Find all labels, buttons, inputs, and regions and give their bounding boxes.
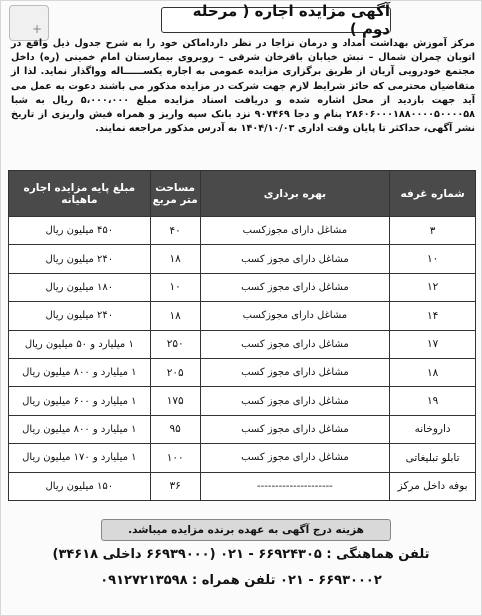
table-row <box>9 273 476 301</box>
contact-phone-1: تلفن هماهنگی : ۶۶۹۲۴۳۰۵ - ۰۲۱ (۶۶۹۳۹۰۰۰ داخلی ۳۴۶۱۸) <box>52 547 430 562</box>
table-row <box>9 330 476 358</box>
cell-usage: مشاغل دارای مجوزکسب <box>200 302 390 330</box>
cell-area: ۹۵ <box>150 415 200 443</box>
cell-usage: مشاغل دارای مجوز کسب <box>200 273 390 301</box>
newspaper-logo-icon <box>9 5 49 41</box>
table-header-row <box>9 171 476 217</box>
table-row <box>9 358 476 386</box>
cell-usage: --------------------- <box>200 472 390 500</box>
cell-price: ۱ میلیارد و ۸۰۰ میلیون ریال <box>9 415 151 443</box>
cell-room: تابلو تبلیغاتی <box>390 444 476 472</box>
cell-price: ۲۴۰ میلیون ریال <box>9 245 151 273</box>
cell-usage: مشاغل دارای مجوزکسب <box>200 217 390 245</box>
cell-usage: مشاغل دارای مجوز کسب <box>200 245 390 273</box>
cell-room: ۱۸ <box>390 358 476 386</box>
contact-phone-2: ۶۶۹۳۰۰۰۲ - ۰۲۱ تلفن همراه : ۰۹۱۲۷۲۱۳۵۹۸ <box>100 573 382 588</box>
cell-usage: مشاغل دارای مجوز کسب <box>200 358 390 386</box>
table-row <box>9 387 476 415</box>
cell-room: بوفه داخل مرکز <box>390 472 476 500</box>
cell-price: ۱۸۰ میلیون ریال <box>9 273 151 301</box>
table-body <box>9 217 476 501</box>
cell-price: ۱ میلیارد و ۶۰۰ میلیون ریال <box>9 387 151 415</box>
cell-price: ۲۴۰ میلیون ریال <box>9 302 151 330</box>
header-room: شماره غرفه <box>390 171 476 217</box>
cell-area: ۴۰ <box>150 217 200 245</box>
table-row <box>9 472 476 500</box>
cell-area: ۱۸ <box>150 245 200 273</box>
table-row <box>9 302 476 330</box>
cell-room: ۱۴ <box>390 302 476 330</box>
cell-room: ۱۷ <box>390 330 476 358</box>
header-usage: بهره برداری <box>200 171 390 217</box>
cell-usage: مشاغل دارای مجوز کسب <box>200 330 390 358</box>
cell-price: ۱۵۰ میلیون ریال <box>9 472 151 500</box>
cell-price: ۱ میلیارد و ۵۰ میلیون ریال <box>9 330 151 358</box>
header-price: مبلغ پایه مزایده اجاره ماهیانه <box>9 171 151 217</box>
cell-area: ۱۸ <box>150 302 200 330</box>
table-row <box>9 444 476 472</box>
cell-usage: مشاغل دارای مجوز کسب <box>200 387 390 415</box>
cell-usage: مشاغل دارای مجوز کسب <box>200 415 390 443</box>
cell-area: ۲۰۵ <box>150 358 200 386</box>
intro-paragraph: مرکز آموزش بهداشت امداد و درمان نزاجا در نظر دارداماکن خود را به شرح جدول ذیل واقع در اتوبان چمران شمال – نبش خیابان باقرخان شرقی – روبروی بیمارستان امام خمینی (ره) داخل مجتمع خودرویی آریان از طریق برگزاری مزایده عمومی به اجاره یکســــــاله وواگذار نماید. لذا از متقاضیان محترمی که حائز شرایط لازم جهت شرکت در مزایده مذکور می باشند دعوت به عمل می آید جهت بازدید از محل اشاره شده و دریافت اسناد مزایده مبلغ ۵،۰۰۰،۰۰۰ ریال به شبا ۲۸۶۰۶۰۰۰۱۸۸۰۰۰۰۵۰۰۰۰۵۸ بنام و دجا ۹۰۷۴۶۹ نزد بانک سپه واریز و همراه فیش واریزی از تاریخ نشر آگهی، حداکثر تا پایان وقت اداری ۱۴۰۴/۱۰/۰۳ به آدرس مذکور مراجعه نمایند. <box>11 38 476 135</box>
table-row <box>9 217 476 245</box>
cell-price: ۱ میلیارد و ۸۰۰ میلیون ریال <box>9 358 151 386</box>
cell-room: ۱۹ <box>390 387 476 415</box>
cell-area: ۱۷۵ <box>150 387 200 415</box>
header-area: مساحت متر مربع <box>150 171 200 217</box>
cell-room: ۱۲ <box>390 273 476 301</box>
table-row <box>9 415 476 443</box>
cell-area: ۲۵۰ <box>150 330 200 358</box>
table-row <box>9 245 476 273</box>
cell-area: ۳۶ <box>150 472 200 500</box>
cell-area: ۱۰۰ <box>150 444 200 472</box>
cell-price: ۴۵۰ میلیون ریال <box>9 217 151 245</box>
cell-price: ۱ میلیارد و ۱۷۰ میلیون ریال <box>9 444 151 472</box>
cost-note: هزینه درج آگهی به عهده برنده مزایده میباشد. <box>101 519 391 541</box>
cell-area: ۱۰ <box>150 273 200 301</box>
cell-room: داروخانه <box>390 415 476 443</box>
cell-usage: مشاغل دارای مجوز کسب <box>200 444 390 472</box>
ad-title: آگهی مزایده اجاره ( مرحله دوم ) <box>161 7 391 33</box>
auction-table <box>8 170 476 501</box>
cell-room: ۳ <box>390 217 476 245</box>
cell-room: ۱۰ <box>390 245 476 273</box>
